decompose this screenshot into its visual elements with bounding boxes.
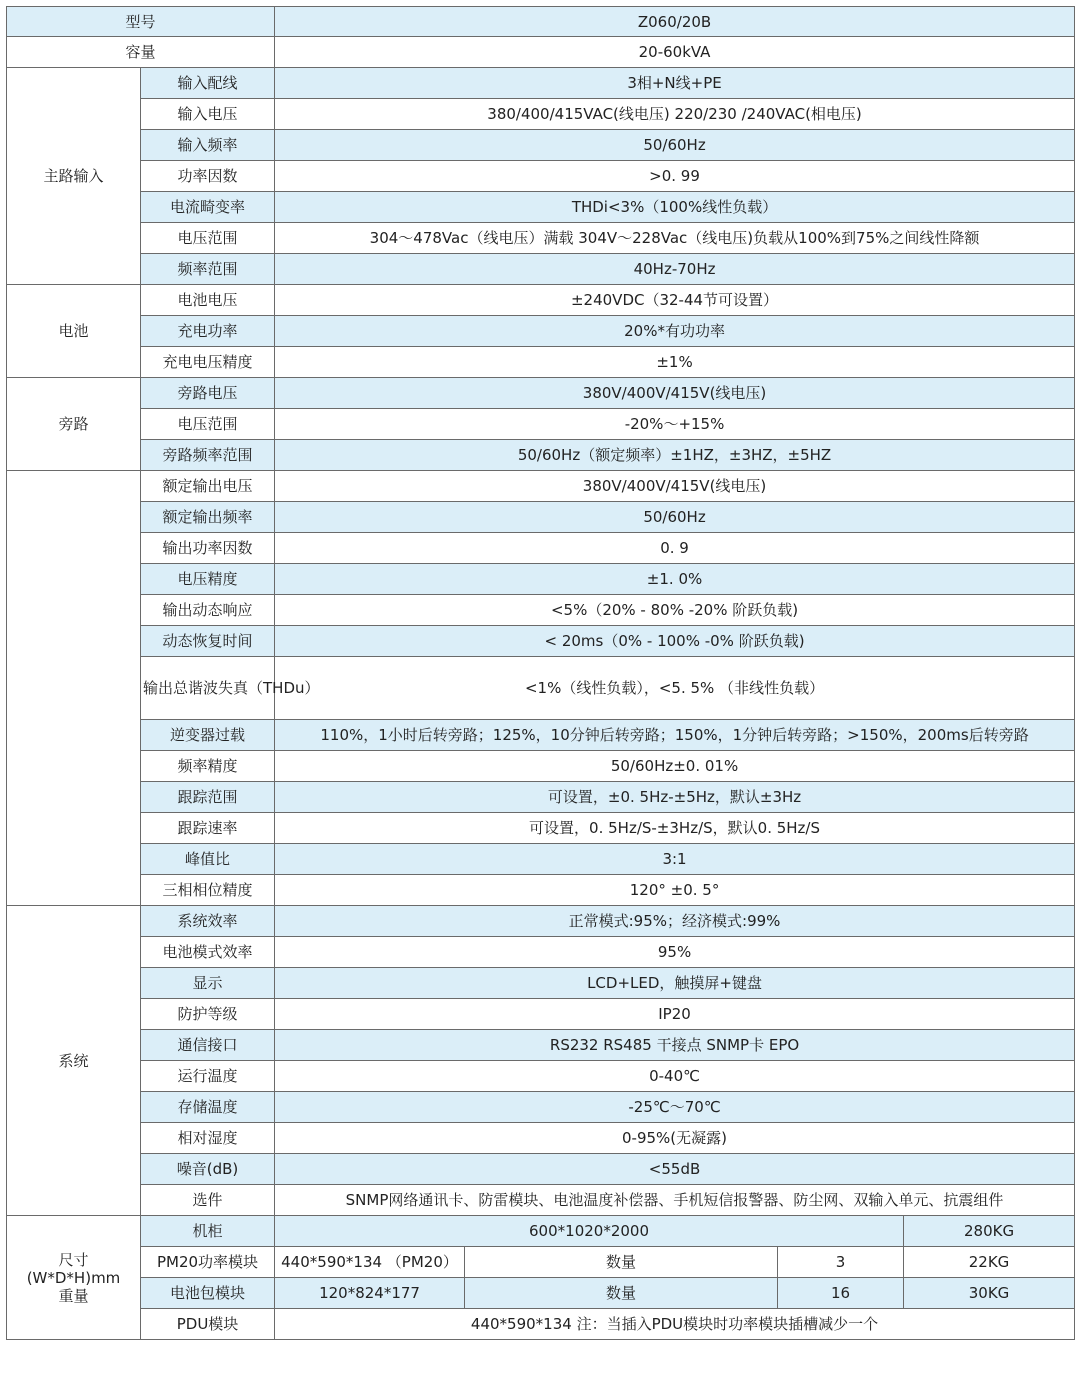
row-label: 旁路频率范围 <box>141 440 275 471</box>
row-value: 40Hz-70Hz <box>275 254 1075 285</box>
row-label: 三相相位精度 <box>141 875 275 906</box>
row-value: 正常模式:95%；经济模式:99% <box>275 906 1075 937</box>
table-row <box>7 533 1075 564</box>
pdu-row <box>7 1309 1075 1340</box>
row-label: 防护等级 <box>141 999 275 1030</box>
row-value: 380/400/415VAC(线电压) 220/230 /240VAC(相电压) <box>275 99 1075 130</box>
row-label: 电压范围 <box>141 409 275 440</box>
row-value: ±1. 0% <box>275 564 1075 595</box>
row-value: 20%*有功功率 <box>275 316 1075 347</box>
row-label: 电压范围 <box>141 223 275 254</box>
row-label: 额定输出电压 <box>141 471 275 502</box>
row-label: 电池模式效率 <box>141 937 275 968</box>
table-row <box>7 968 1075 999</box>
row-value: <55dB <box>275 1154 1075 1185</box>
row-value: 3相+N线+PE <box>275 68 1075 99</box>
row-label: 功率因数 <box>141 161 275 192</box>
row-value: 50/60Hz <box>275 502 1075 533</box>
row-value: -20%～+15% <box>275 409 1075 440</box>
table-row <box>7 626 1075 657</box>
table-row <box>7 254 1075 285</box>
group-dimensions <box>7 1216 141 1340</box>
row-label: PDU模块 <box>141 1309 275 1340</box>
table-row <box>7 1154 1075 1185</box>
table-row <box>7 813 1075 844</box>
row-value: LCD+LED，触摸屏+键盘 <box>275 968 1075 999</box>
header-row <box>7 7 1075 37</box>
row-label: 逆变器过载 <box>141 720 275 751</box>
table-row <box>7 1123 1075 1154</box>
table-row <box>7 471 1075 502</box>
battery-pack-weight: 30KG <box>904 1278 1075 1309</box>
group-output <box>7 471 141 906</box>
table-row <box>7 68 1075 99</box>
capacity-label: 容量 <box>7 37 275 68</box>
row-label: 充电电压精度 <box>141 347 275 378</box>
table-row <box>7 844 1075 875</box>
row-label: 输出动态响应 <box>141 595 275 626</box>
row-label: 跟踪范围 <box>141 782 275 813</box>
table-row <box>7 1030 1075 1061</box>
pm20-size: 440*590*134 （PM20） <box>275 1247 465 1278</box>
row-value: >0. 99 <box>275 161 1075 192</box>
row-label: 运行温度 <box>141 1061 275 1092</box>
row-value: 50/60Hz±0. 01% <box>275 751 1075 782</box>
row-value: 50/60Hz（额定频率）±1HZ，±3HZ，±5HZ <box>275 440 1075 471</box>
row-value: 110%，1小时后转旁路；125%，10分钟后转旁路；150%，1分钟后转旁路；>150%，200ms后转旁路 <box>275 720 1075 751</box>
row-label: PM20功率模块 <box>141 1247 275 1278</box>
table-row <box>7 1092 1075 1123</box>
capacity-row <box>7 37 1075 68</box>
cabinet-weight: 280KG <box>904 1216 1075 1247</box>
table-row <box>7 1061 1075 1092</box>
model-value: Z060/20B <box>275 7 1075 37</box>
row-value: 95% <box>275 937 1075 968</box>
model-label: 型号 <box>7 7 275 37</box>
table-row <box>7 502 1075 533</box>
row-label: 频率精度 <box>141 751 275 782</box>
battery-pack-qty: 16 <box>778 1278 904 1309</box>
row-label: 额定输出频率 <box>141 502 275 533</box>
row-value: 120° ±0. 5° <box>275 875 1075 906</box>
table-row <box>7 782 1075 813</box>
table-row <box>7 409 1075 440</box>
row-label: 系统效率 <box>141 906 275 937</box>
table-row <box>7 875 1075 906</box>
table-row <box>7 999 1075 1030</box>
row-label: 噪音(dB) <box>141 1154 275 1185</box>
row-value: 0. 9 <box>275 533 1075 564</box>
row-label: 电池电压 <box>141 285 275 316</box>
row-label: 输出总谐波失真（THDu） <box>141 657 275 720</box>
table-row <box>7 378 1075 409</box>
row-label: 充电功率 <box>141 316 275 347</box>
row-label: 输入配线 <box>141 68 275 99</box>
row-value: IP20 <box>275 999 1075 1030</box>
group-bypass: 旁路 <box>7 378 141 471</box>
table-row <box>7 130 1075 161</box>
table-row <box>7 347 1075 378</box>
table-row <box>7 316 1075 347</box>
table-row <box>7 564 1075 595</box>
pm20-row <box>7 1247 1075 1278</box>
row-label: 电压精度 <box>141 564 275 595</box>
table-row <box>7 440 1075 471</box>
group-system: 系统 <box>7 906 141 1216</box>
battery-pack-size: 120*824*177 <box>275 1278 465 1309</box>
row-value: SNMP网络通讯卡、防雷模块、电池温度补偿器、手机短信报警器、防尘网、双输入单元、抗震组件 <box>275 1185 1075 1216</box>
dims-line-2: (W*D*H)mm <box>26 1268 121 1287</box>
row-label: 旁路电压 <box>141 378 275 409</box>
row-label: 电流畸变率 <box>141 192 275 223</box>
row-value: <5%（20% - 80% -20% 阶跃负载) <box>275 595 1075 626</box>
row-value: 0-95%(无凝露) <box>275 1123 1075 1154</box>
table-row <box>7 192 1075 223</box>
pdu-value: 440*590*134 注：当插入PDU模块时功率模块插槽减少一个 <box>275 1309 1075 1340</box>
pm20-qty-label: 数量 <box>465 1247 778 1278</box>
battery-pack-qty-label: 数量 <box>465 1278 778 1309</box>
row-label: 输出功率因数 <box>141 533 275 564</box>
row-value: -25℃～70℃ <box>275 1092 1075 1123</box>
table-row <box>7 937 1075 968</box>
row-value: < 20ms（0% - 100% -0% 阶跃负载) <box>275 626 1075 657</box>
row-label: 相对湿度 <box>141 1123 275 1154</box>
table-row <box>7 223 1075 254</box>
table-row <box>7 285 1075 316</box>
row-label: 峰值比 <box>141 844 275 875</box>
capacity-value: 20-60kVA <box>275 37 1075 68</box>
row-value: 可设置，0. 5Hz/S-±3Hz/S，默认0. 5Hz/S <box>275 813 1075 844</box>
row-label: 机柜 <box>141 1216 275 1247</box>
row-value: 380V/400V/415V(线电压) <box>275 471 1075 502</box>
pm20-weight: 22KG <box>904 1247 1075 1278</box>
dims-line-1: 尺寸 <box>58 1250 89 1269</box>
row-value: 380V/400V/415V(线电压) <box>275 378 1075 409</box>
table-row <box>7 906 1075 937</box>
table-row <box>7 720 1075 751</box>
row-value: RS232 RS485 干接点 SNMP卡 EPO <box>275 1030 1075 1061</box>
row-value: ±240VDC（32-44节可设置） <box>275 285 1075 316</box>
row-value: 0-40℃ <box>275 1061 1075 1092</box>
row-label: 动态恢复时间 <box>141 626 275 657</box>
row-value: <1%（线性负载），<5. 5% （非线性负载） <box>275 657 1075 720</box>
row-label: 通信接口 <box>141 1030 275 1061</box>
row-label: 频率范围 <box>141 254 275 285</box>
cabinet-row <box>7 1216 1075 1247</box>
battery-pack-row <box>7 1278 1075 1309</box>
table-row <box>7 161 1075 192</box>
row-label: 输入频率 <box>141 130 275 161</box>
row-label: 选件 <box>141 1185 275 1216</box>
row-label: 显示 <box>141 968 275 999</box>
cabinet-size: 600*1020*2000 <box>275 1216 904 1247</box>
group-main-input: 主路输入 <box>7 68 141 285</box>
row-value: 304～478Vac（线电压）满载 304V～228Vac（线电压)负载从100%到75%之间线性降额 <box>275 223 1075 254</box>
row-label: 输入电压 <box>141 99 275 130</box>
row-value: 3:1 <box>275 844 1075 875</box>
row-value: THDi<3%（100%线性负载） <box>275 192 1075 223</box>
spec-table <box>6 6 1075 1340</box>
row-label: 电池包模块 <box>141 1278 275 1309</box>
dims-line-3: 重量 <box>58 1286 89 1305</box>
table-row <box>7 1185 1075 1216</box>
table-row <box>7 99 1075 130</box>
row-label: 存储温度 <box>141 1092 275 1123</box>
row-label: 跟踪速率 <box>141 813 275 844</box>
group-battery: 电池 <box>7 285 141 378</box>
table-row <box>7 751 1075 782</box>
pm20-qty: 3 <box>778 1247 904 1278</box>
row-value: ±1% <box>275 347 1075 378</box>
row-value: 可设置，±0. 5Hz-±5Hz，默认±3Hz <box>275 782 1075 813</box>
table-row <box>7 657 1075 720</box>
row-value: 50/60Hz <box>275 130 1075 161</box>
table-row <box>7 595 1075 626</box>
